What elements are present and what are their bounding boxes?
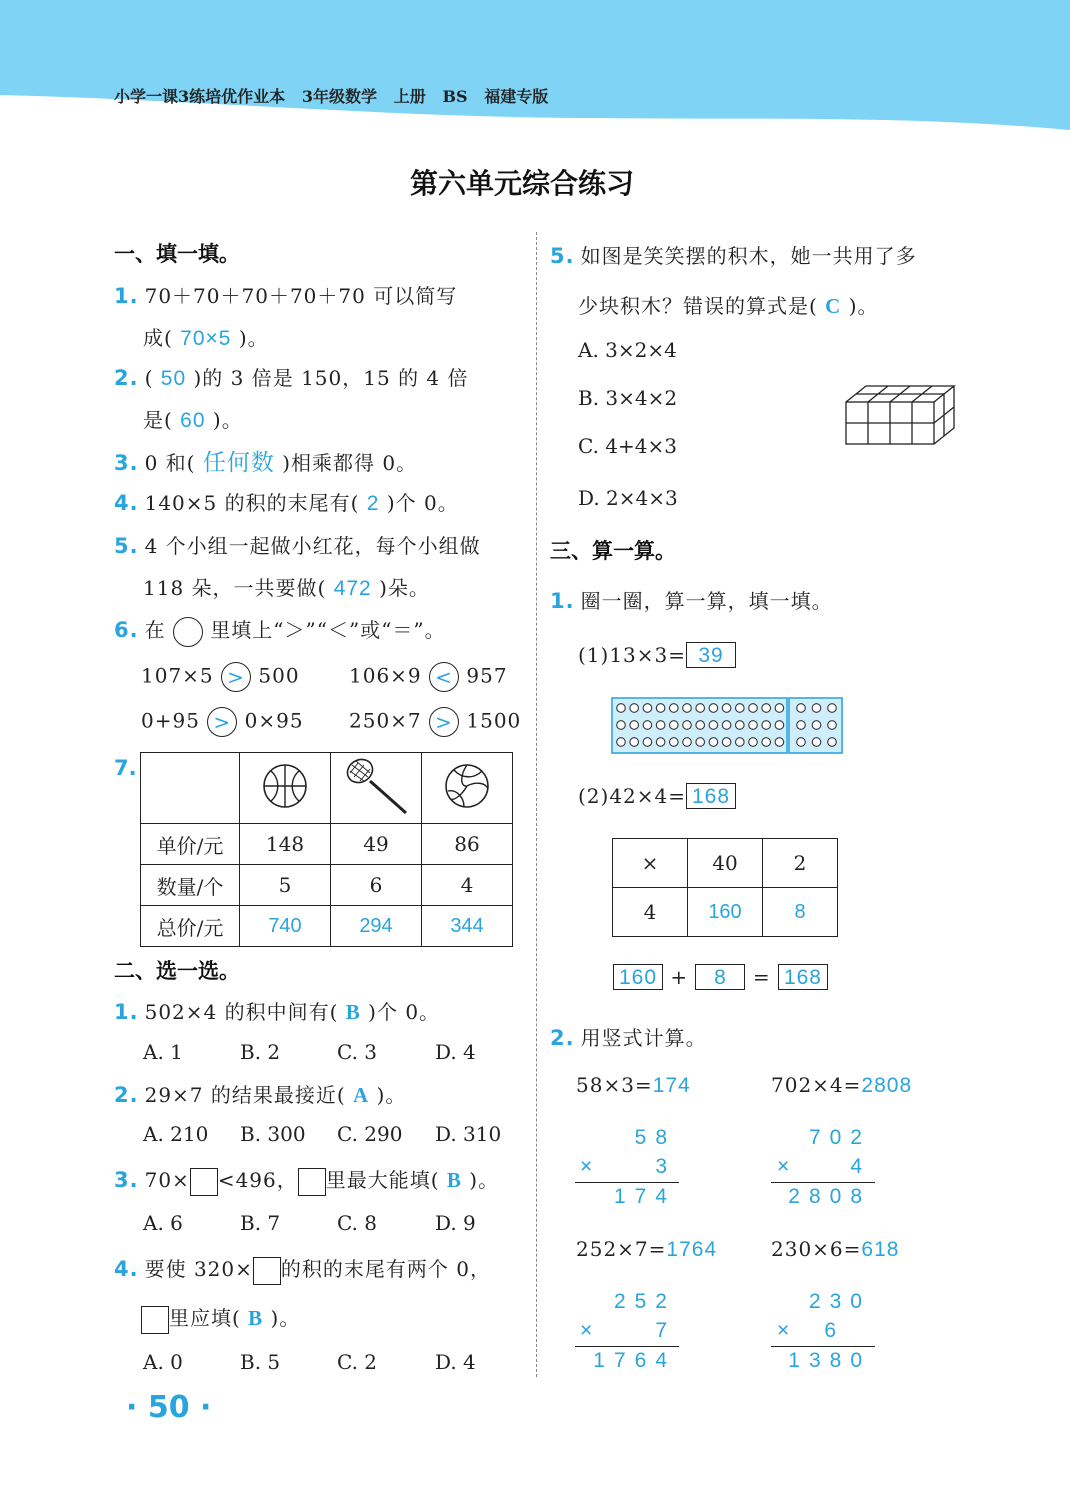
page-number: · 50 · bbox=[126, 1390, 212, 1425]
dot bbox=[696, 721, 705, 730]
option: A. 3×2×4 bbox=[578, 338, 677, 362]
option: B. 5 bbox=[240, 1350, 281, 1374]
option: D. 9 bbox=[435, 1211, 476, 1235]
answer-circle: < bbox=[429, 662, 459, 692]
option: C. 4+4×3 bbox=[578, 434, 677, 458]
dot bbox=[656, 738, 665, 747]
header-band bbox=[0, 0, 1070, 140]
answer-circle: > bbox=[207, 707, 237, 737]
option: A. 6 bbox=[143, 1211, 183, 1235]
option: C. 290 bbox=[337, 1122, 403, 1146]
question-1-2-line2: 是( 60 )。 bbox=[143, 408, 243, 432]
question-3-1-part2: (2)42×4= 168 bbox=[578, 783, 736, 809]
answer: 174 bbox=[652, 1074, 691, 1097]
question-1-1: 1. 70＋70＋70＋70＋70 可以简写 bbox=[114, 284, 458, 308]
vertical-times: × bbox=[777, 1155, 799, 1178]
volleyball-icon bbox=[422, 753, 513, 824]
compare-item-2: 106×9 < 957 bbox=[349, 662, 508, 692]
answer-box: 168 bbox=[778, 964, 828, 990]
basketball-icon bbox=[240, 753, 331, 824]
dot bbox=[683, 721, 692, 730]
question-2-3: 3. 70× <496， 里最大能填( B )。 bbox=[114, 1164, 499, 1196]
answer-cell: 294 bbox=[331, 906, 422, 947]
column-divider bbox=[536, 232, 537, 1377]
table-row-header: 4 bbox=[613, 888, 688, 937]
compare-item-4: 250×7 > 1500 bbox=[349, 707, 521, 737]
vertical-bottom: 3 bbox=[655, 1155, 676, 1178]
calc-expression: 58×3=174 bbox=[576, 1073, 691, 1097]
vertical-line bbox=[575, 1346, 679, 1347]
dot bbox=[812, 721, 821, 730]
racket-icon bbox=[331, 753, 422, 824]
question-1-7-number: 7. bbox=[114, 756, 137, 780]
dot bbox=[828, 721, 837, 730]
question-2-4: 4. 要使 320× 的积的末尾有两个 0， bbox=[114, 1253, 491, 1285]
vertical-result: 1764 bbox=[593, 1349, 676, 1372]
option: C. 2 bbox=[337, 1350, 378, 1374]
vertical-top: 230 bbox=[808, 1290, 871, 1313]
answer: 任何数 bbox=[202, 450, 275, 476]
compare-item-1: 107×5 > 500 bbox=[141, 662, 300, 692]
vertical-result: 1380 bbox=[788, 1349, 871, 1372]
option: C. 3 bbox=[337, 1040, 378, 1064]
answer: B bbox=[446, 1168, 462, 1192]
section-heading-choose: 二、选一选。 bbox=[114, 959, 240, 983]
question-1-2: 2. ( 50 )的 3 倍是 150，15 的 4 倍 bbox=[114, 366, 469, 390]
answer-cell: 344 bbox=[422, 906, 513, 947]
dot bbox=[683, 738, 692, 747]
row-label: 单价/元 bbox=[141, 824, 240, 865]
answer: 2808 bbox=[861, 1074, 913, 1097]
question-2-4-line2: 里应填( B )。 bbox=[141, 1302, 300, 1334]
dot bbox=[812, 738, 821, 747]
vertical-line bbox=[771, 1182, 875, 1183]
dot bbox=[709, 738, 718, 747]
answer: C bbox=[825, 294, 842, 318]
answer: B bbox=[248, 1306, 264, 1330]
dot bbox=[643, 704, 652, 713]
option: B. 7 bbox=[240, 1211, 281, 1235]
vertical-bottom: 4 bbox=[850, 1155, 871, 1178]
dot bbox=[749, 738, 758, 747]
question-2-5: 5. 如图是笑笑摆的积木，她一共用了多 bbox=[550, 244, 917, 268]
blank-square bbox=[253, 1257, 281, 1285]
dot bbox=[797, 738, 806, 747]
vertical-times: × bbox=[580, 1319, 602, 1342]
dot bbox=[797, 721, 806, 730]
answer: 60 bbox=[180, 409, 206, 432]
section-heading-fill: 一、填一填。 bbox=[114, 242, 240, 266]
dot bbox=[656, 704, 665, 713]
answer: 2 bbox=[366, 492, 380, 515]
vertical-times: × bbox=[580, 1155, 602, 1178]
answer-box: 160 bbox=[613, 964, 663, 990]
option: A. 1 bbox=[143, 1040, 183, 1064]
dot bbox=[762, 721, 771, 730]
dot bbox=[630, 721, 639, 730]
dot bbox=[762, 704, 771, 713]
row-label: 总价/元 bbox=[141, 906, 240, 947]
compare-item-3: 0+95 > 0×95 bbox=[141, 707, 304, 737]
dot bbox=[762, 738, 771, 747]
answer: 50 bbox=[160, 367, 187, 390]
dot bbox=[670, 738, 679, 747]
dot bbox=[722, 738, 731, 747]
dot bbox=[709, 704, 718, 713]
blank-square bbox=[190, 1168, 218, 1196]
dot bbox=[736, 704, 745, 713]
dot bbox=[722, 721, 731, 730]
dot bbox=[617, 704, 626, 713]
answer-cell: 160 bbox=[688, 888, 763, 937]
dot bbox=[696, 704, 705, 713]
vertical-bottom: 7 bbox=[655, 1319, 676, 1342]
answer-box: 39 bbox=[686, 642, 736, 668]
vertical-top: 252 bbox=[613, 1290, 676, 1313]
price-table bbox=[140, 752, 513, 947]
question-1-3: 3. 0 和( 任何数 )相乘都得 0。 bbox=[114, 450, 418, 476]
option: C. 8 bbox=[337, 1211, 378, 1235]
answer: A bbox=[353, 1083, 370, 1107]
answer-cell: 8 bbox=[763, 888, 838, 937]
table-header: 40 bbox=[688, 839, 763, 888]
option: B. 2 bbox=[240, 1040, 281, 1064]
option: B. 300 bbox=[240, 1122, 306, 1146]
cell: 148 bbox=[240, 824, 331, 865]
dot bbox=[630, 704, 639, 713]
section-heading-calc: 三、算一算。 bbox=[550, 539, 676, 563]
dot bbox=[630, 738, 639, 747]
header-text: 小学一课3练培优作业本 3年级数学 上册 BS 福建专版 bbox=[114, 87, 549, 106]
vertical-result: 174 bbox=[613, 1185, 676, 1208]
dot bbox=[736, 738, 745, 747]
option: D. 310 bbox=[435, 1122, 502, 1146]
table-header: 2 bbox=[763, 839, 838, 888]
vertical-top: 702 bbox=[808, 1126, 871, 1149]
cell: 86 bbox=[422, 824, 513, 865]
answer-circle: > bbox=[429, 707, 459, 737]
question-1-6: 6. 在 里填上“＞”“＜”或“＝”。 bbox=[114, 614, 446, 647]
answer-cell: 740 bbox=[240, 906, 331, 947]
row-label: 数量/个 bbox=[141, 865, 240, 906]
answer: B bbox=[345, 1000, 361, 1024]
dot bbox=[828, 738, 837, 747]
dot bbox=[812, 704, 821, 713]
option: D. 2×4×3 bbox=[578, 486, 678, 510]
dot bbox=[749, 721, 758, 730]
option: A. 0 bbox=[143, 1350, 183, 1374]
question-2-1: 1. 502×4 的积中间有( B )个 0。 bbox=[114, 1000, 441, 1024]
dot-grid bbox=[611, 697, 843, 754]
blank-circle bbox=[173, 617, 203, 647]
dot bbox=[643, 721, 652, 730]
dot bbox=[617, 738, 626, 747]
answer-circle: > bbox=[221, 662, 251, 692]
dot bbox=[828, 704, 837, 713]
question-2-5-line2: 少块积木？错误的算式是( C )。 bbox=[578, 294, 879, 318]
dot bbox=[670, 721, 679, 730]
answer: 70×5 bbox=[180, 327, 232, 350]
calc-expression: 702×4=2808 bbox=[771, 1073, 913, 1097]
cell: 49 bbox=[331, 824, 422, 865]
vertical-result: 2808 bbox=[788, 1185, 871, 1208]
cell: 4 bbox=[422, 865, 513, 906]
answer: 1764 bbox=[666, 1238, 718, 1261]
dot bbox=[797, 704, 806, 713]
vertical-bottom: 6 bbox=[824, 1319, 845, 1342]
option: A. 210 bbox=[143, 1122, 209, 1146]
question-1-4: 4. 140×5 的积的末尾有( 2 )个 0。 bbox=[114, 491, 459, 515]
dot bbox=[775, 738, 784, 747]
dot bbox=[643, 738, 652, 747]
cell: 6 bbox=[331, 865, 422, 906]
dot bbox=[670, 704, 679, 713]
multiplication-table bbox=[612, 838, 838, 937]
option: B. 3×4×2 bbox=[578, 386, 678, 410]
dot bbox=[709, 721, 718, 730]
dot bbox=[683, 704, 692, 713]
answer-box: 168 bbox=[686, 783, 736, 809]
table-corner: × bbox=[613, 839, 688, 888]
page-title: 第六单元综合练习 bbox=[410, 167, 635, 200]
dot bbox=[775, 721, 784, 730]
blank-square bbox=[141, 1306, 169, 1334]
question-1-1-answer-line: 成( 70×5 )。 bbox=[143, 326, 269, 350]
option: D. 4 bbox=[435, 1040, 476, 1064]
vertical-line bbox=[575, 1182, 679, 1183]
answer: 618 bbox=[861, 1238, 900, 1261]
vertical-line bbox=[771, 1346, 875, 1347]
dot bbox=[749, 704, 758, 713]
dot bbox=[617, 721, 626, 730]
dot bbox=[736, 721, 745, 730]
calc-expression: 252×7=1764 bbox=[576, 1237, 718, 1261]
blocks-figure bbox=[840, 380, 962, 450]
question-3-1: 1. 圈一圈，算一算，填一填。 bbox=[550, 589, 833, 613]
question-3-1-part1: (1)13×3= 39 bbox=[578, 642, 736, 668]
option: D. 4 bbox=[435, 1350, 476, 1374]
dot bbox=[696, 738, 705, 747]
blank-square bbox=[298, 1168, 326, 1196]
cell: 5 bbox=[240, 865, 331, 906]
answer-box: 8 bbox=[695, 964, 745, 990]
question-1-5: 5. 4 个小组一起做小红花，每个小组做 bbox=[114, 534, 481, 558]
vertical-times: × bbox=[777, 1319, 799, 1342]
dot bbox=[656, 721, 665, 730]
dot bbox=[775, 704, 784, 713]
calc-expression: 230×6=618 bbox=[771, 1237, 900, 1261]
question-2-2: 2. 29×7 的结果最接近( A )。 bbox=[114, 1083, 407, 1107]
question-1-5-line2: 118 朵，一共要做( 472 )朵。 bbox=[143, 576, 430, 600]
answer: 472 bbox=[333, 577, 372, 600]
vertical-top: 58 bbox=[634, 1126, 676, 1149]
question-3-2: 2. 用竖式计算。 bbox=[550, 1026, 707, 1050]
dot bbox=[722, 704, 731, 713]
sum-line: 160 + 8 = 168 bbox=[613, 964, 828, 990]
